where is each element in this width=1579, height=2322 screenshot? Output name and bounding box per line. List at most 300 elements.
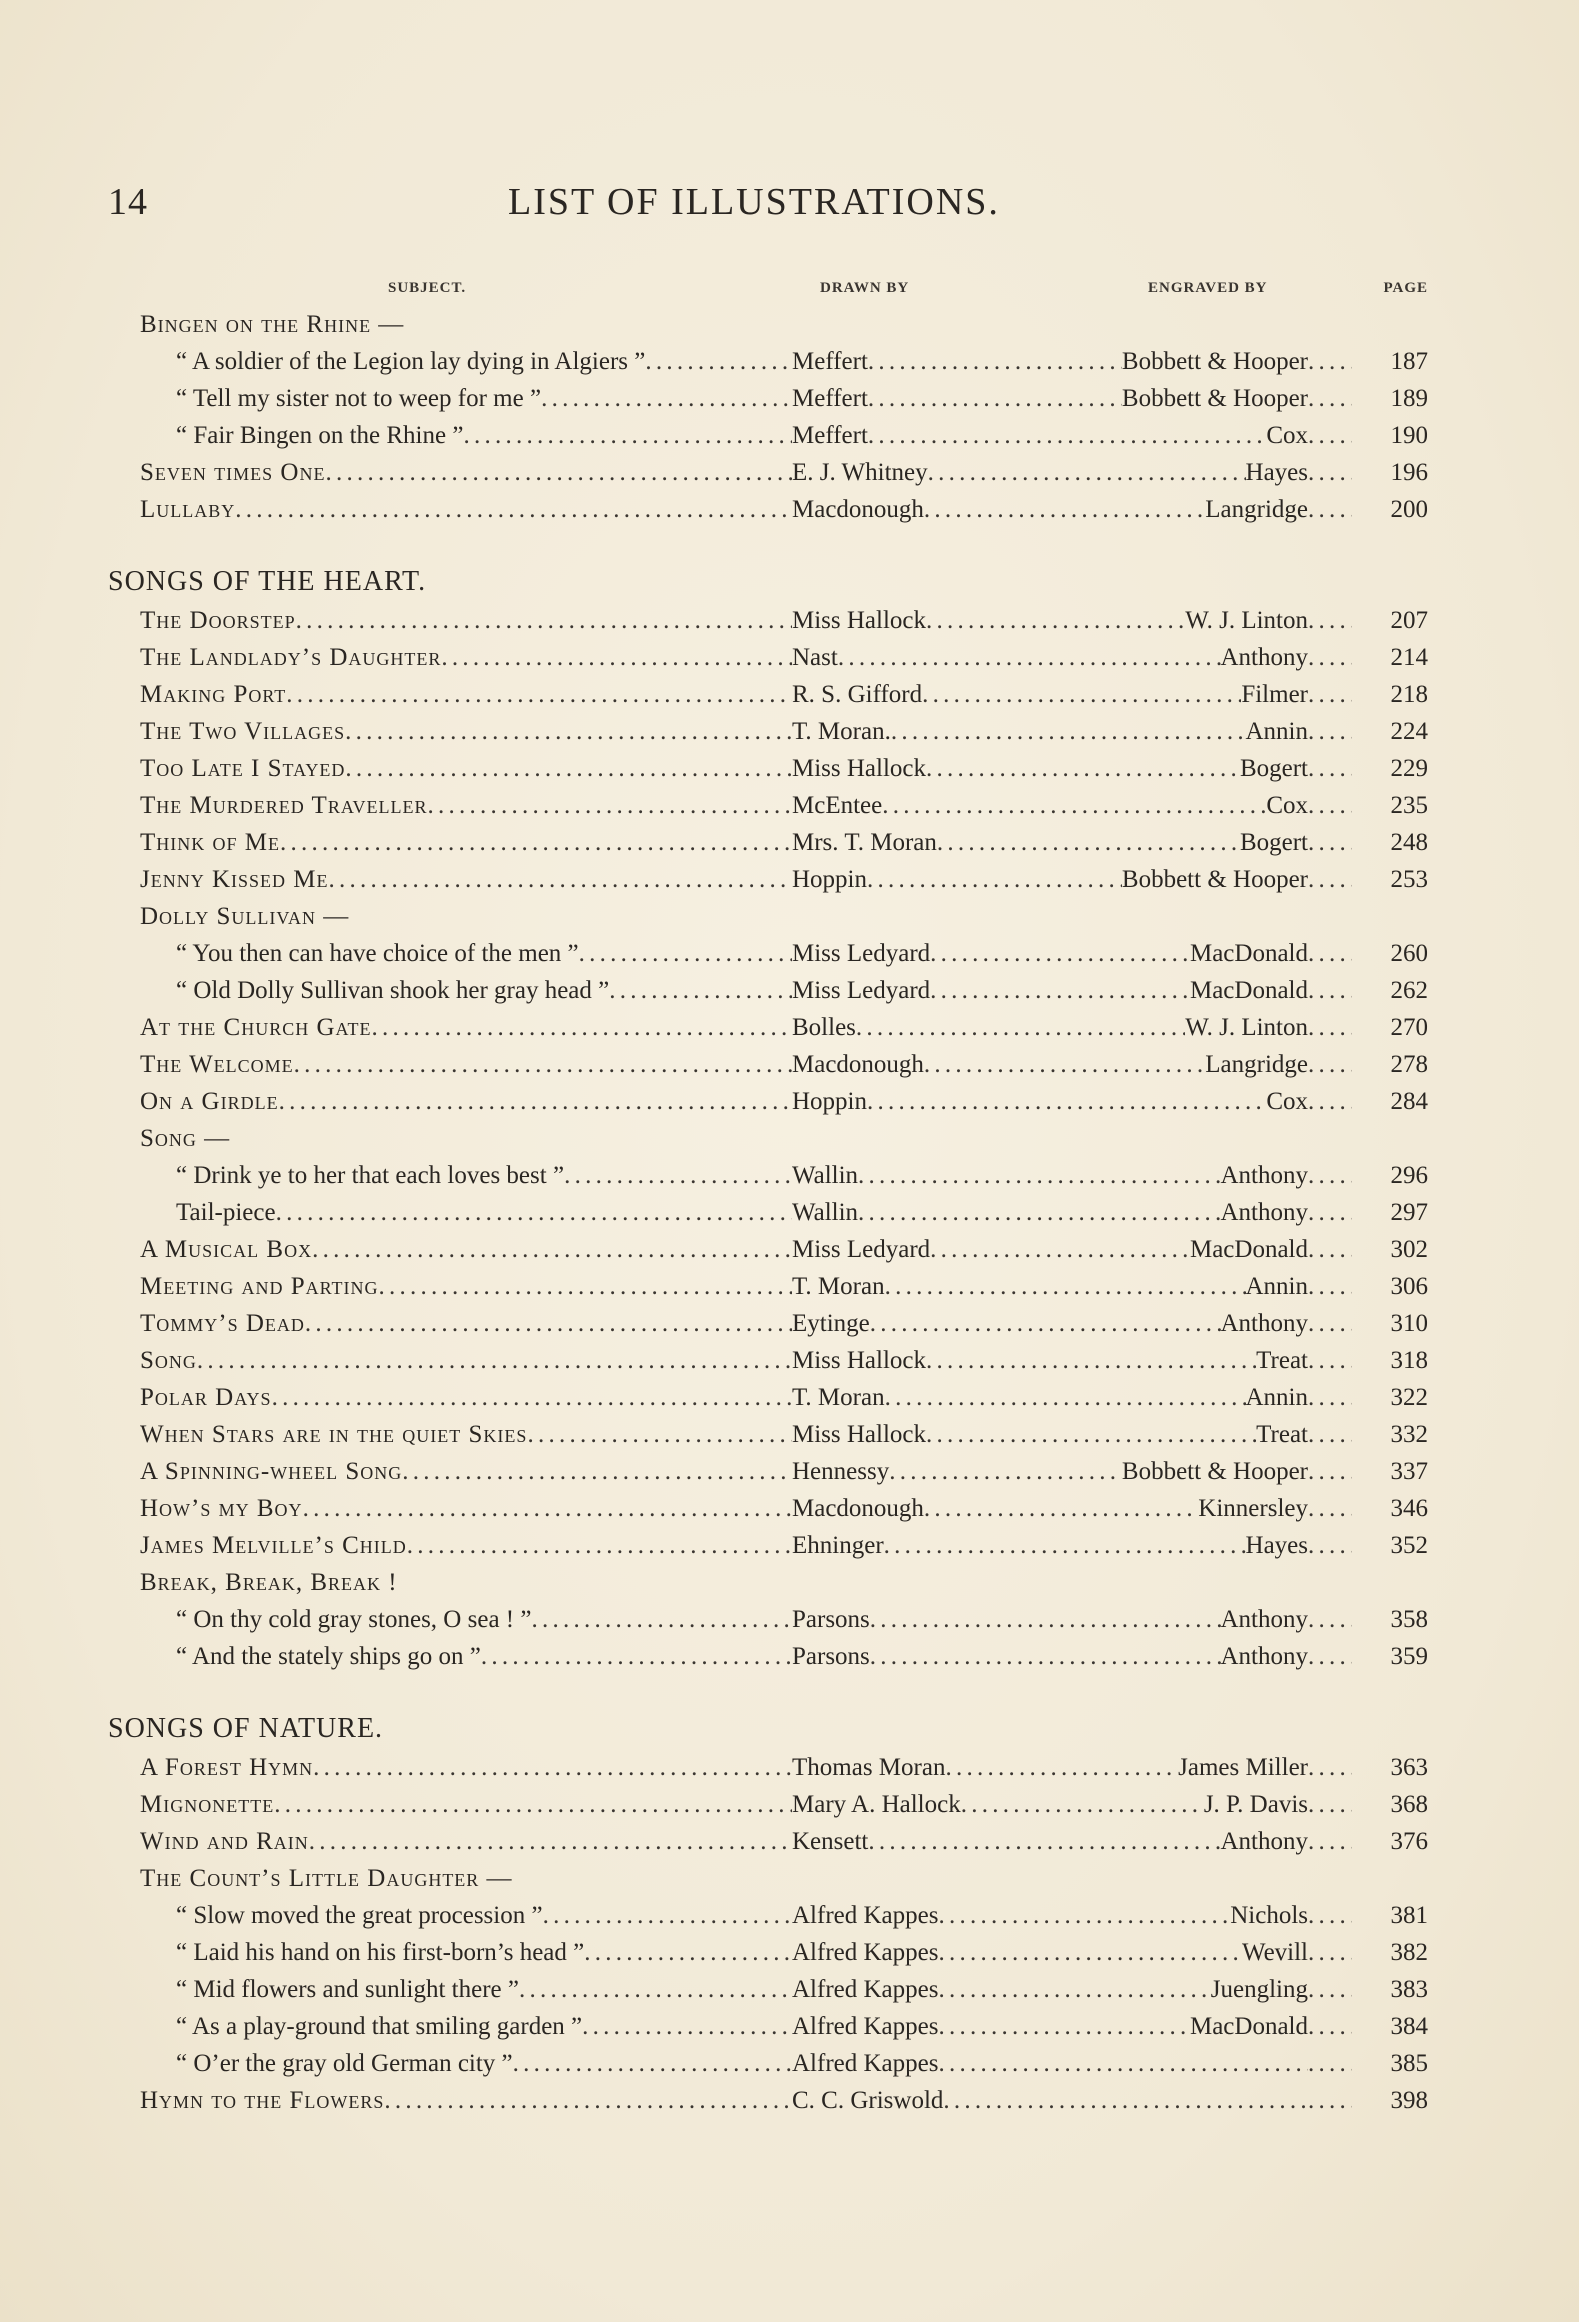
entry-drawn-by: Alfred Kappes bbox=[792, 1976, 939, 2003]
dot-leader bbox=[928, 454, 1246, 491]
entry-engraved-by: Bobbett & Hooper bbox=[1121, 1458, 1308, 1485]
entry-subject-cell bbox=[108, 1416, 792, 1453]
dot-leader bbox=[1308, 1453, 1352, 1490]
dot-leader bbox=[938, 1971, 1210, 2008]
entry-credits-cell bbox=[792, 1157, 1352, 1194]
dot-leader bbox=[868, 1823, 1220, 1860]
entry-subject-cell bbox=[108, 676, 792, 713]
entry-drawn-by: T. Moran bbox=[792, 1384, 885, 1411]
entry-engraved-by: Anthony bbox=[1220, 644, 1308, 671]
entry-drawn-by: Nast bbox=[792, 644, 838, 671]
dot-leader bbox=[345, 713, 792, 750]
entry-subject: Think of Me bbox=[140, 829, 280, 856]
dot-leader bbox=[345, 750, 792, 787]
entry-subject-cell bbox=[108, 1046, 792, 1083]
illustration-entry bbox=[108, 1046, 1428, 1083]
entry-subject-cell bbox=[108, 306, 792, 343]
entry-drawn-by: Macdonough bbox=[792, 1051, 924, 1078]
entry-credits-cell bbox=[792, 1823, 1352, 1860]
dot-leader bbox=[280, 824, 792, 861]
entry-credits-cell bbox=[792, 454, 1352, 491]
entry-subject-cell bbox=[108, 1009, 792, 1046]
dot-leader bbox=[1308, 1305, 1352, 1342]
entry-credits-cell bbox=[792, 935, 1352, 972]
illustration-entry bbox=[108, 1749, 1428, 1786]
dot-leader bbox=[1308, 2045, 1352, 2082]
illustration-entry bbox=[108, 935, 1428, 972]
entry-subject-cell bbox=[108, 1342, 792, 1379]
entry-subject-cell bbox=[108, 1231, 792, 1268]
entry-subject-cell bbox=[108, 1453, 792, 1490]
entry-credits-cell bbox=[792, 861, 1352, 898]
entry-page-number bbox=[1352, 306, 1428, 343]
entry-subject: Bingen on the Rhine — bbox=[140, 311, 405, 338]
entry-subject: “ Mid flowers and sunlight there ” bbox=[176, 1976, 519, 2003]
entry-credits-cell bbox=[792, 1231, 1352, 1268]
illustration-entry bbox=[108, 1527, 1428, 1564]
dot-leader bbox=[1308, 491, 1352, 528]
entry-engraved-by: Bogert bbox=[1239, 755, 1308, 782]
illustration-entry bbox=[108, 1379, 1428, 1416]
illustration-entry bbox=[108, 2045, 1428, 2082]
entry-page-number: 382 bbox=[1390, 1939, 1428, 1966]
dot-leader bbox=[235, 491, 792, 528]
entry-page-number: 262 bbox=[1390, 977, 1428, 1004]
entry-credits-cell bbox=[792, 972, 1352, 1009]
entry-page-number: 253 bbox=[1390, 866, 1428, 893]
illustration-entry bbox=[108, 1786, 1428, 1823]
dot-leader bbox=[922, 676, 1241, 713]
entry-subject-cell bbox=[108, 898, 792, 935]
entry-page-number: 278 bbox=[1390, 1051, 1428, 1078]
entry-credits-cell bbox=[792, 2008, 1352, 2045]
entry-engraved-by: Anthony bbox=[1220, 1828, 1308, 1855]
dot-leader bbox=[938, 2045, 1308, 2082]
entry-drawn-by: Meffert bbox=[792, 422, 868, 449]
entry-subject-cell bbox=[108, 2008, 792, 2045]
dot-leader bbox=[891, 713, 1246, 750]
entry-drawn-by: Wallin bbox=[792, 1199, 859, 1226]
entry-subject: Dolly Sullivan — bbox=[140, 903, 350, 930]
dot-leader bbox=[579, 935, 792, 972]
illustration-entry bbox=[108, 1934, 1428, 1971]
section-title: SONGS OF NATURE. bbox=[108, 1713, 384, 1744]
entry-subject-cell bbox=[108, 972, 792, 1009]
entry-drawn-by: Mary A. Hallock bbox=[792, 1791, 961, 1818]
dot-leader bbox=[313, 1749, 792, 1786]
dot-leader bbox=[274, 1786, 792, 1823]
entry-page-number: 229 bbox=[1390, 755, 1428, 782]
entry-drawn-by: Alfred Kappes bbox=[792, 1902, 939, 1929]
entry-page-number: 381 bbox=[1390, 1902, 1428, 1929]
entry-page-number: 337 bbox=[1390, 1458, 1428, 1485]
entry-subject: At the Church Gate bbox=[140, 1014, 372, 1041]
entry-subject: “ O’er the gray old German city ” bbox=[176, 2050, 513, 2077]
entry-subject-cell bbox=[108, 824, 792, 861]
entry-engraved-by: Kinnersley bbox=[1198, 1495, 1308, 1522]
entry-subject: “ Fair Bingen on the Rhine ” bbox=[176, 422, 464, 449]
entry-subject: Tommy’s Dead bbox=[140, 1310, 305, 1337]
entry-page-number: 318 bbox=[1390, 1347, 1428, 1374]
entry-subject-cell bbox=[108, 1564, 792, 1601]
illustration-entry bbox=[108, 343, 1428, 380]
entry-credits-cell bbox=[792, 1527, 1352, 1564]
dot-leader bbox=[481, 1638, 792, 1675]
dot-leader bbox=[885, 1379, 1246, 1416]
entry-subject-cell bbox=[108, 1971, 792, 2008]
illustration-entry bbox=[108, 1564, 1428, 1601]
illustration-entry bbox=[108, 1009, 1428, 1046]
entry-drawn-by: Wallin bbox=[792, 1162, 859, 1189]
column-heading-engraved-by: ENGRAVED BY bbox=[1148, 280, 1268, 296]
entry-subject-cell bbox=[108, 639, 792, 676]
dot-leader bbox=[1308, 1823, 1352, 1860]
entry-subject: Too Late I Stayed bbox=[140, 755, 346, 782]
entry-drawn-by: Miss Ledyard bbox=[792, 1236, 931, 1263]
dot-leader bbox=[379, 1268, 792, 1305]
dot-leader bbox=[885, 1268, 1246, 1305]
illustration-entry bbox=[108, 1860, 1428, 1897]
entry-subject: “ Tell my sister not to weep for me ” bbox=[176, 385, 542, 412]
entry-subject: “ You then can have choice of the men ” bbox=[176, 940, 579, 967]
entry-page-number: 346 bbox=[1390, 1495, 1428, 1522]
dot-leader bbox=[564, 1157, 792, 1194]
dot-leader bbox=[197, 1342, 792, 1379]
entry-subject-cell bbox=[108, 1934, 792, 1971]
entry-subject: “ On thy cold gray stones, O sea ! ” bbox=[176, 1606, 532, 1633]
entry-subject: James Melville’s Child bbox=[140, 1532, 407, 1559]
entry-page-number: 322 bbox=[1390, 1384, 1428, 1411]
dot-leader bbox=[1308, 1231, 1352, 1268]
entry-subject: Meeting and Parting bbox=[140, 1273, 379, 1300]
dot-leader bbox=[1308, 1268, 1352, 1305]
entry-subject: A Forest Hymn bbox=[140, 1754, 314, 1781]
dot-leader bbox=[294, 1046, 792, 1083]
dot-leader bbox=[1308, 1342, 1352, 1379]
entry-subject: “ Old Dolly Sullivan shook her gray head ” bbox=[176, 977, 610, 1004]
dot-leader bbox=[1308, 861, 1352, 898]
entry-engraved-by: Anthony bbox=[1220, 1606, 1308, 1633]
dot-leader bbox=[463, 417, 792, 454]
dot-leader bbox=[1308, 1083, 1352, 1120]
entry-credits-cell bbox=[792, 1860, 1352, 1897]
illustration-entry bbox=[108, 639, 1428, 676]
dot-leader bbox=[531, 1601, 792, 1638]
entry-credits-cell bbox=[792, 1786, 1352, 1823]
entry-page-number: 189 bbox=[1390, 385, 1428, 412]
entry-drawn-by: Meffert bbox=[792, 348, 868, 375]
entry-subject: “ Slow moved the great procession ” bbox=[176, 1902, 543, 1929]
entry-subject-cell bbox=[108, 1823, 792, 1860]
entry-drawn-by: Meffert bbox=[792, 385, 868, 412]
dot-leader bbox=[1308, 639, 1352, 676]
entry-credits-cell bbox=[792, 1083, 1352, 1120]
dot-leader bbox=[513, 2045, 792, 2082]
entry-engraved-by: Treat bbox=[1256, 1421, 1308, 1448]
illustration-entry bbox=[108, 1268, 1428, 1305]
entry-subject-cell bbox=[108, 1897, 792, 1934]
illustration-entry bbox=[108, 1638, 1428, 1675]
page-header bbox=[108, 180, 1038, 240]
dot-leader bbox=[543, 1897, 792, 1934]
entry-subject: Jenny Kissed Me bbox=[140, 866, 329, 893]
illustration-entry bbox=[108, 1120, 1428, 1157]
entry-drawn-by: Eytinge bbox=[792, 1310, 870, 1337]
dot-leader bbox=[1308, 713, 1352, 750]
dot-leader bbox=[584, 1934, 792, 1971]
column-heading-page: PAGE bbox=[1383, 280, 1428, 296]
entry-credits-cell bbox=[792, 2045, 1352, 2082]
illustration-entry bbox=[108, 417, 1428, 454]
entry-subject-cell bbox=[108, 1638, 792, 1675]
dot-leader bbox=[1308, 417, 1352, 454]
dot-leader bbox=[1308, 935, 1352, 972]
dot-leader bbox=[1308, 1194, 1352, 1231]
dot-leader bbox=[276, 1194, 792, 1231]
entry-drawn-by: Bolles bbox=[792, 1014, 856, 1041]
illustration-entry bbox=[108, 1231, 1428, 1268]
illustration-entry bbox=[108, 861, 1428, 898]
entry-drawn-by: E. J. Whitney bbox=[792, 459, 928, 486]
entry-drawn-by: Hoppin bbox=[792, 866, 867, 893]
entry-credits-cell bbox=[792, 1897, 1352, 1934]
entry-page-number: 296 bbox=[1390, 1162, 1428, 1189]
entry-engraved-by: J. P. Davis bbox=[1203, 1791, 1308, 1818]
entry-page-number bbox=[1352, 1860, 1428, 1897]
entry-subject-cell bbox=[108, 1120, 792, 1157]
dot-leader bbox=[924, 491, 1205, 528]
dot-leader bbox=[1308, 343, 1352, 380]
entry-page-number: 235 bbox=[1390, 792, 1428, 819]
entry-engraved-by: W. J. Linton bbox=[1185, 1014, 1308, 1041]
entry-drawn-by: Miss Hallock bbox=[792, 1421, 927, 1448]
dot-leader bbox=[582, 2008, 792, 2045]
entry-engraved-by: W. J. Linton bbox=[1185, 607, 1308, 634]
illustration-entry bbox=[108, 750, 1428, 787]
illustration-entry bbox=[108, 787, 1428, 824]
entry-credits-cell bbox=[792, 343, 1352, 380]
entry-page-number: 352 bbox=[1390, 1532, 1428, 1559]
entry-subject-cell bbox=[108, 787, 792, 824]
dot-leader bbox=[858, 1157, 1220, 1194]
entry-engraved-by: Bobbett & Hooper bbox=[1121, 385, 1308, 412]
entry-engraved-by: Anthony bbox=[1220, 1643, 1308, 1670]
entry-drawn-by: Alfred Kappes bbox=[792, 1939, 939, 1966]
dot-leader bbox=[1308, 1527, 1352, 1564]
entry-credits-cell bbox=[792, 1342, 1352, 1379]
illustration-entry bbox=[108, 1823, 1428, 1860]
dot-leader bbox=[1308, 1786, 1352, 1823]
illustration-entry bbox=[108, 1157, 1428, 1194]
entry-subject-cell bbox=[108, 380, 792, 417]
illustration-entry bbox=[108, 972, 1428, 1009]
dot-leader bbox=[279, 1083, 792, 1120]
dot-leader bbox=[1308, 676, 1352, 713]
entry-subject-cell bbox=[108, 1157, 792, 1194]
dot-leader bbox=[1308, 1971, 1352, 2008]
dot-leader bbox=[1308, 1379, 1352, 1416]
dot-leader bbox=[609, 972, 792, 1009]
dot-leader bbox=[1308, 787, 1352, 824]
entry-page-number: 368 bbox=[1390, 1791, 1428, 1818]
entry-page-number: 302 bbox=[1390, 1236, 1428, 1263]
entry-page-number: 196 bbox=[1390, 459, 1428, 486]
entry-subject: Wind and Rain bbox=[140, 1828, 309, 1855]
column-heading-subject: SUBJECT. bbox=[388, 280, 467, 296]
entry-subject: Song — bbox=[140, 1125, 231, 1152]
dot-leader bbox=[937, 824, 1240, 861]
entry-subject: “ As a play-ground that smiling garden ” bbox=[176, 2013, 583, 2040]
entry-page-number: 310 bbox=[1390, 1310, 1428, 1337]
entry-credits-cell bbox=[792, 1194, 1352, 1231]
entry-page-number: 363 bbox=[1390, 1754, 1428, 1781]
dot-leader bbox=[930, 1231, 1190, 1268]
entry-subject: The Landlady’s Daughter bbox=[140, 644, 442, 671]
entry-subject: Polar Days bbox=[140, 1384, 272, 1411]
entry-subject-cell bbox=[108, 713, 792, 750]
dot-leader bbox=[889, 1453, 1122, 1490]
dot-leader bbox=[1308, 2082, 1352, 2119]
illustration-entry bbox=[108, 1194, 1428, 1231]
entry-drawn-by: C. C. Griswold bbox=[792, 2087, 944, 2114]
dot-leader bbox=[325, 454, 792, 491]
dot-leader bbox=[867, 1083, 1266, 1120]
entry-drawn-by: Miss Hallock bbox=[792, 1347, 927, 1374]
dot-leader bbox=[856, 1009, 1185, 1046]
dot-leader bbox=[930, 972, 1190, 1009]
running-title: LIST OF ILLUSTRATIONS. bbox=[508, 181, 1000, 223]
entry-engraved-by: Annin bbox=[1245, 1384, 1308, 1411]
illustration-entry bbox=[108, 491, 1428, 528]
dot-leader bbox=[926, 750, 1240, 787]
entry-drawn-by: Parsons bbox=[792, 1643, 870, 1670]
illustrations-list bbox=[108, 306, 1428, 2119]
entry-engraved-by: Juengling bbox=[1210, 1976, 1308, 2003]
entry-subject-cell bbox=[108, 454, 792, 491]
illustration-entry bbox=[108, 602, 1428, 639]
entry-subject-cell bbox=[108, 1786, 792, 1823]
entry-subject-cell bbox=[108, 1194, 792, 1231]
entry-subject-cell bbox=[108, 343, 792, 380]
dot-leader bbox=[938, 2008, 1189, 2045]
dot-leader bbox=[926, 1416, 1256, 1453]
dot-leader bbox=[1308, 1897, 1352, 1934]
column-heading-drawn-by: DRAWN BY bbox=[820, 280, 910, 296]
entry-credits-cell bbox=[792, 1564, 1352, 1601]
dot-leader bbox=[926, 1342, 1256, 1379]
entry-page-number: 359 bbox=[1390, 1643, 1428, 1670]
entry-credits-cell bbox=[792, 602, 1352, 639]
entry-drawn-by: R. S. Gifford bbox=[792, 681, 923, 708]
entry-drawn-by: Hennessy bbox=[792, 1458, 890, 1485]
entry-engraved-by: Anthony bbox=[1220, 1310, 1308, 1337]
section-title: SONGS OF THE HEART. bbox=[108, 566, 427, 597]
dot-leader bbox=[1308, 1638, 1352, 1675]
illustration-entry bbox=[108, 1342, 1428, 1379]
entry-subject: Break, Break, Break ! bbox=[140, 1569, 398, 1596]
dot-leader bbox=[926, 602, 1185, 639]
dot-leader bbox=[882, 787, 1266, 824]
illustration-entry bbox=[108, 1490, 1428, 1527]
dot-leader bbox=[1308, 750, 1352, 787]
entry-page-number bbox=[1352, 1564, 1428, 1601]
dot-leader bbox=[930, 935, 1190, 972]
dot-leader bbox=[305, 1305, 792, 1342]
entry-subject: Lullaby bbox=[140, 496, 236, 523]
entry-page-number: 260 bbox=[1390, 940, 1428, 967]
entry-subject-cell bbox=[108, 2045, 792, 2082]
entry-subject-cell bbox=[108, 2082, 792, 2119]
entry-credits-cell bbox=[792, 1120, 1352, 1157]
entry-subject-cell bbox=[108, 861, 792, 898]
entry-subject: On a Girdle bbox=[140, 1088, 279, 1115]
illustration-entry bbox=[108, 898, 1428, 935]
dot-leader bbox=[938, 1934, 1241, 1971]
entry-subject: Hymn to the Flowers bbox=[140, 2087, 385, 2114]
entry-drawn-by: McEntee bbox=[792, 792, 883, 819]
entry-subject-cell bbox=[108, 417, 792, 454]
dot-leader bbox=[312, 1231, 792, 1268]
entry-page-number: 248 bbox=[1390, 829, 1428, 856]
entry-credits-cell bbox=[792, 417, 1352, 454]
dot-leader bbox=[309, 1823, 792, 1860]
entry-page-number: 218 bbox=[1390, 681, 1428, 708]
entry-engraved-by: Bogert bbox=[1239, 829, 1308, 856]
entry-page-number: 358 bbox=[1390, 1606, 1428, 1633]
entry-credits-cell bbox=[792, 1305, 1352, 1342]
entry-engraved-by: Anthony bbox=[1220, 1162, 1308, 1189]
entry-credits-cell bbox=[792, 1268, 1352, 1305]
entry-subject: How’s my Boy bbox=[140, 1495, 303, 1522]
entry-page-number bbox=[1352, 898, 1428, 935]
dot-leader bbox=[1308, 2008, 1352, 2045]
dot-leader bbox=[1308, 1601, 1352, 1638]
entry-drawn-by: Parsons bbox=[792, 1606, 870, 1633]
dot-leader bbox=[884, 1527, 1246, 1564]
entry-credits-cell bbox=[792, 306, 1352, 343]
entry-page-number: 190 bbox=[1390, 422, 1428, 449]
dot-leader bbox=[1308, 972, 1352, 1009]
entry-subject: Seven times One bbox=[140, 459, 326, 486]
entry-subject-cell bbox=[108, 1268, 792, 1305]
entry-credits-cell bbox=[792, 1453, 1352, 1490]
dot-leader bbox=[372, 1009, 792, 1046]
illustration-entry bbox=[108, 1601, 1428, 1638]
dot-leader bbox=[1308, 1934, 1352, 1971]
dot-leader bbox=[961, 1786, 1204, 1823]
dot-leader bbox=[1308, 824, 1352, 861]
dot-leader bbox=[303, 1490, 792, 1527]
entry-page-number: 207 bbox=[1390, 607, 1428, 634]
entry-page-number: 376 bbox=[1390, 1828, 1428, 1855]
entry-drawn-by: Kensett bbox=[792, 1828, 869, 1855]
entry-credits-cell bbox=[792, 898, 1352, 935]
entry-drawn-by: Miss Hallock bbox=[792, 607, 927, 634]
entry-engraved-by: Hayes bbox=[1245, 1532, 1308, 1559]
entry-page-number: 200 bbox=[1390, 496, 1428, 523]
dot-leader bbox=[1308, 1416, 1352, 1453]
dot-leader bbox=[286, 676, 792, 713]
entry-engraved-by: Filmer bbox=[1241, 681, 1308, 708]
entry-subject-cell bbox=[108, 1601, 792, 1638]
entry-credits-cell bbox=[792, 1749, 1352, 1786]
dot-leader bbox=[867, 861, 1122, 898]
entry-subject: A Musical Box bbox=[140, 1236, 313, 1263]
entry-page-number: 384 bbox=[1390, 2013, 1428, 2040]
illustration-entry bbox=[108, 1971, 1428, 2008]
dot-leader bbox=[1308, 454, 1352, 491]
dot-leader bbox=[868, 343, 1122, 380]
